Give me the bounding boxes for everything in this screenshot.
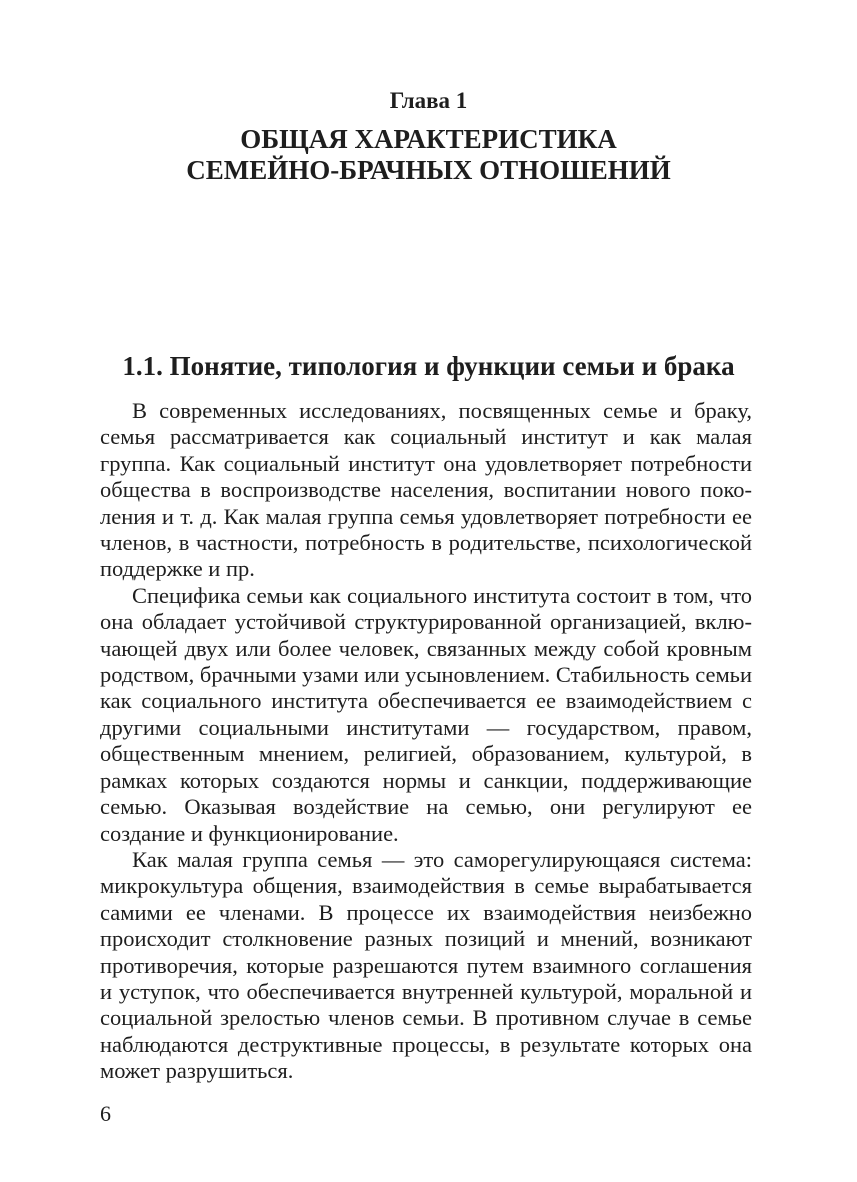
chapter-title-line-1: ОБЩАЯ ХАРАКТЕРИСТИКА [240, 124, 617, 154]
paragraph-1: В современных исследованиях, посвященных семье и браку, семья рассматривается как социальный институт и как малая группа. Как социальный институт она удовлетворяет потребности общества в воспроизводстве населения, воспитании нового поколения и т. д. Как малая группа семья удовлетворяет потребности ее членов, в частности, потребность в родительстве, психологической поддержке и пр. [100, 398, 752, 582]
section-heading: 1.1. Понятие, типология и функции семьи и брака [122, 351, 735, 381]
body-text [100, 398, 752, 1085]
chapter-title-line-2: СЕМЕЙНО-БРАЧНЫХ ОТНОШЕНИЙ [186, 155, 671, 185]
page-number: 6 [100, 1101, 111, 1126]
chapter-title [0, 124, 857, 186]
paragraph-2: Специфика семьи как социального института состоит в том, что она обладает устойчивой структурированной организацией, включающей двух или более человек, связанных между собой кровным родством, брачными узами или усыновлением. Стабильность семьи как социального института обеспечивается ее взаимодействием с другими социальными институтами — государством, правом, общественным мнением, религией, образованием, культурой, в рамках которых создаются нормы и санкции, поддерживающие семью. Оказывая воздействие на семью, они регулируют ее создание и функционирование. [100, 582, 752, 846]
paragraph-3: Как малая группа семья — это саморегулирующаяся система: микрокультура общения, взаимодействия в семье вырабатывается самими ее членами. В процессе их взаимодействия неизбежно происходит столкновение разных позиций и мнений, возникают противоречия, которые разрешаются путем взаимного соглашения и уступок, что обеспечивается внутренней культурой, моральной и социальной зрелостью членов семьи. В противном случае в семье наблюдаются деструктивные процессы, в результате которых она может разрушиться. [100, 846, 752, 1084]
chapter-label: Глава 1 [389, 88, 468, 113]
